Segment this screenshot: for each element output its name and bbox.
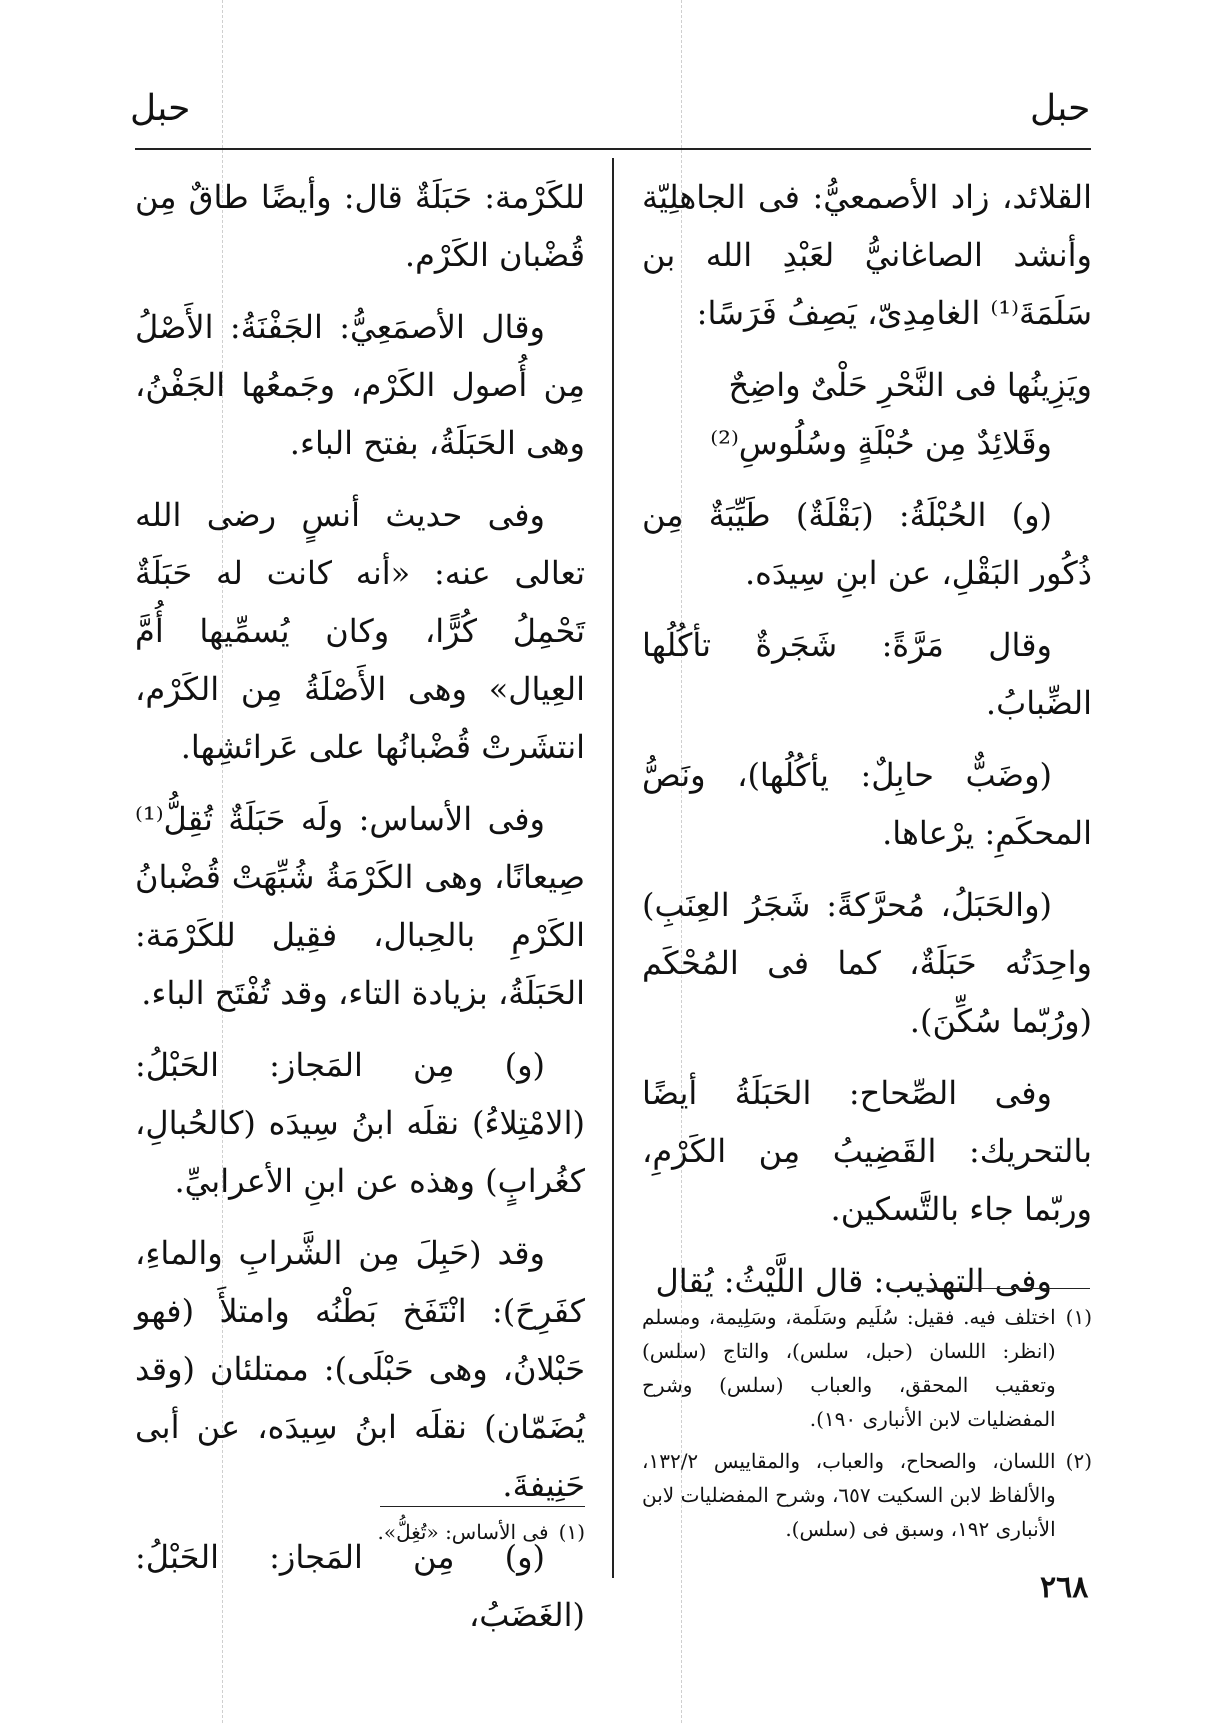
running-head-right: حبل — [1030, 88, 1091, 129]
header-rule — [135, 148, 1091, 150]
paragraph: وفى التهذيب: قال اللَّيْثُ: يُقال — [655, 1262, 1052, 1300]
paragraph: وفى حديث أنسٍ رضى الله تعالى عنه: «أنه كانت له حَبَلَةٌ تَحْمِلُ كُرًّا، وكان يُسمِّيها أُمَّ العِيال» وهى الأَصْلَةُ مِن الكَرْم، انتشَرتْ قُضْبانُها على عَرائشِها. — [135, 496, 585, 766]
paragraph: (و) مِن المَجاز: الحَبْلُ: (الغَضَبُ، — [135, 1538, 585, 1634]
left-column — [135, 168, 585, 1658]
page-number: ٢٦٨ — [1040, 1570, 1089, 1605]
footnote-rule — [380, 1506, 585, 1507]
paragraph: للكَرْمة: حَبَلَةٌ قال: وأيضًا طاقٌ مِن قُضْبان الكَرْم. — [135, 178, 585, 274]
column-divider — [612, 158, 614, 1578]
paragraph: القلائد، زاد الأصمعيُّ: فى الجاهلِيّة وأنشد الصاغانيُّ لعَبْدِ الله بن سَلَمَةَ⁽¹⁾ الغامِدِىّ، يَصِفُ فَرَسًا: — [642, 178, 1092, 332]
footnote-text: اختلف فيه. فقيل: سُلَيم وسَلَمة، وسَلِيمة، ومسلم (انظر: اللسان (حبل، سلس)، والتاج (سلس) وتعقيب المحقق، والعباب (سلس) وشرح المفضليات لابن الأنبارى ١٩٠). — [642, 1305, 1056, 1431]
footnote-number: (٢) — [1065, 1449, 1092, 1473]
right-footnotes — [642, 1300, 1092, 1554]
paragraph: (و) مِن المَجاز: الحَبْلُ: (الامْتِلاءُ) نقلَه ابنُ سِيدَه (كالحُبالِ، كغُرابٍ) وهذه عن ابنِ الأعرابيِّ. — [135, 1046, 585, 1200]
poem-line: ويَزِينُها فى النَّحْرِ حَلْىٌ واضِحٌ — [728, 366, 1092, 404]
paragraph: (والحَبَلُ، مُحرَّكةً: شَجَرُ العِنَبِ) واحِدَتُه حَبَلَةٌ، كما فى المُحْكَم (ورُبّما سُكِّنَ). — [642, 886, 1092, 1040]
right-column — [642, 168, 1092, 1324]
footnote-text: اللسان، والصحاح، والعباب، والمقاييس ١٣٢/٢، والألفاظ لابن السكيت ٦٥٧، وشرح المفضليات لابن الأنبارى ١٩٢، وسبق فى (سلس). — [642, 1449, 1056, 1541]
running-head-left: حبل — [130, 88, 191, 129]
left-footnotes — [135, 1515, 585, 1557]
footnote — [642, 1444, 1092, 1546]
paragraph: (و) الحُبْلَةُ: (بَقْلَةٌ) طَيِّبَةٌ مِن ذُكُور البَقْلِ، عن ابنِ سِيدَه. — [642, 496, 1092, 592]
poem-line: وقَلائِدٌ مِن حُبْلَةٍ وسُلُوسِ⁽²⁾ — [710, 424, 1052, 462]
footnote-number: (١) — [558, 1520, 585, 1544]
paragraph: وقد (حَبِلَ مِن الشَّرابِ والماءِ، كفَرِحَ): انْتَفَخ بَطْنُه وامتلأَ (فهو حَبْلانُ، وهى حَبْلَى): ممتلئان (وقد يُضَمّان) نقلَه ابنُ سِيدَه، عن أبى حَنِيفةَ. — [135, 1234, 585, 1504]
footnote-text: فى الأساس: «تُغِلُّ». — [377, 1520, 549, 1544]
footnote-number: (١) — [1065, 1305, 1092, 1329]
paragraph: وفى الصِّحاح: الحَبَلَةُ أيضًا بالتحريك: القَضِيبُ مِن الكَرْمِ، وربّما جاء بالتَّسكين. — [642, 1074, 1092, 1228]
paragraph: وفى الأساس: ولَه حَبَلَةٌ تُقِلُّ⁽¹⁾ صِيعانًا، وهى الكَرْمَةُ شُبِّهَتْ قُضْبانُ الكَرْمِ بالحِبال، فقِيل للكَرْمَة: الحَبَلَةُ، بزيادة التاء، وقد تُفْتَح الباء. — [135, 800, 585, 1012]
paragraph: وقال الأصمَعِيُّ: الجَفْنَةُ: الأَصْلُ مِن أُصول الكَرْم، وجَمعُها الجَفْنُ، وهى الحَبَلَةُ، بفتح الباء. — [135, 308, 585, 462]
paragraph: (وضَبٌّ حابِلٌ: يأكُلُها)، ونَصُّ المحكَمِ: يرْعاها. — [642, 756, 1092, 852]
poem-verse — [642, 356, 1092, 472]
footnote — [135, 1515, 585, 1549]
footnote — [642, 1300, 1092, 1436]
footnote-rule — [900, 1288, 1090, 1289]
paragraph: وقال مَرَّةً: شَجَرةٌ تأكُلُها الضِّبابُ. — [642, 626, 1092, 722]
